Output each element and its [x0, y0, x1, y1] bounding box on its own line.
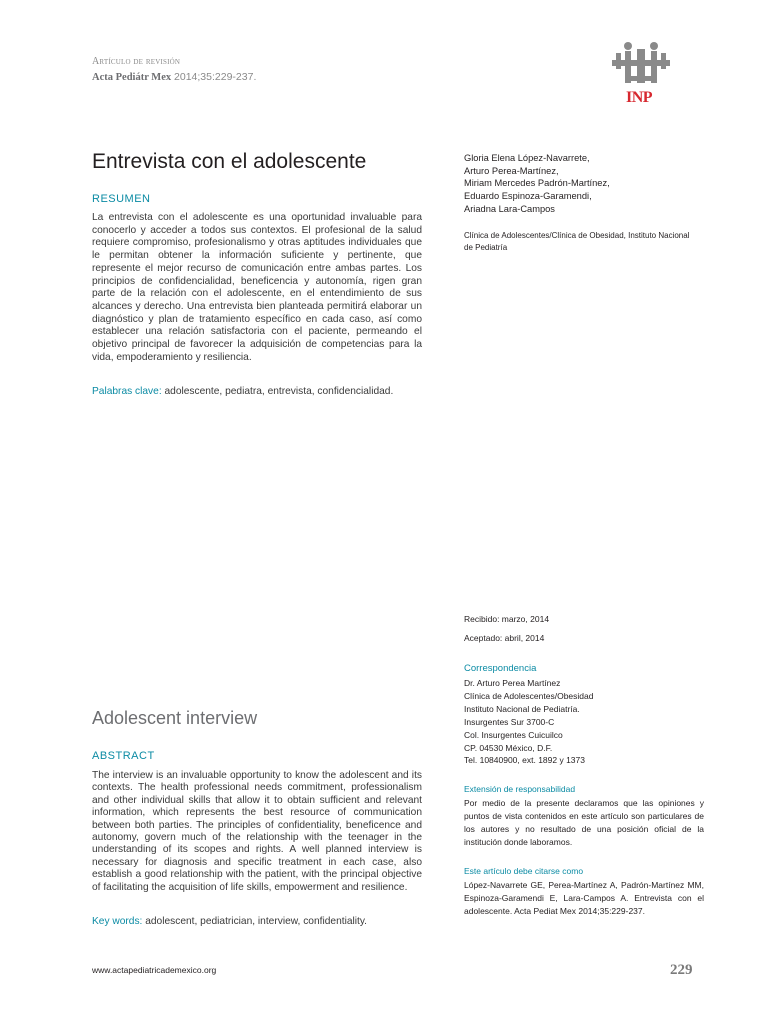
journal-citation-line [92, 71, 256, 83]
correspondence-heading: Correspondencia [464, 663, 537, 674]
author: Arturo Perea-Martínez, [464, 165, 559, 176]
journal-volume: 2014;35:229-237. [174, 71, 257, 83]
correspondence-line: Instituto Nacional de Pediatría. [464, 703, 580, 714]
responsibility-text: Por medio de la presente declaramos que las opiniones y puntos de vista contenidos en este artículo son particulares de los autores y no resultado de una posición oficial de la institución donde laboramos. [464, 798, 704, 847]
correspondence-line: Clínica de Adolescentes/Obesidad [464, 690, 594, 701]
keywords-es [92, 386, 432, 397]
responsibility-heading: Extensión de responsabilidad [464, 784, 576, 794]
article-title-es: Entrevista con el adolescente [92, 150, 367, 173]
author: Ariadna Lara-Campos [464, 203, 555, 214]
citation-heading: Este artículo debe citarse como [464, 866, 584, 876]
affiliation: Clínica de Adolescentes/Clínica de Obesidad, Instituto Nacional de Pediatría [464, 231, 690, 252]
journal-name: Acta Pediátr Mex [92, 72, 172, 83]
citation-text: López-Navarrete GE, Perea-Martínez A, Padrón-Martínez MM, Espinoza-Garamendi E, Lara-Campos A. Entrevista con el adolescente. Acta Pediat Mex 2014;35:229-237. [464, 880, 704, 916]
article-title-en: Adolescent interview [92, 708, 258, 728]
keywords-es-label: Palabras clave: [92, 386, 162, 397]
page-number: 229 [670, 962, 693, 978]
author: Eduardo Espinoza-Garamendi, [464, 191, 592, 202]
correspondence-line: Tel. 10840900, ext. 1892 y 1373 [464, 755, 585, 766]
correspondence-line: Col. Insurgentes Cuicuilco [464, 729, 563, 740]
correspondence-line: Dr. Arturo Perea Martínez [464, 678, 561, 688]
correspondence-line: CP. 04530 México, D.F. [464, 742, 553, 753]
author: Miriam Mercedes Padrón-Martínez, [464, 178, 610, 189]
abstract-en: The interview is an invaluable opportunity to know the adolescent and its contexts. The health professional needs commitment, professionalism and other individual skills that allow it to obtain sufficient and relevant information, which represents the best resource of communication between both parties. The principles of confidentiality, beneficence and autonomy, govern much of the relationship with the teenager in the understanding of its scopes and rights. A well planned interview is necessary for diagnosis and specific treatment in each case, also establish a good relationship with the patient, with the principal objective of facilitating the acquisition of life skills, empowerment and resilience. [92, 770, 422, 893]
logo-text: INP [626, 89, 653, 106]
resumen-heading: RESUMEN [92, 193, 151, 205]
correspondence-line: Insurgentes Sur 3700-C [464, 716, 555, 727]
keywords-es-text: adolescente, pediatra, entrevista, confidencialidad. [161, 386, 394, 397]
abstract-heading: ABSTRACT [92, 750, 155, 762]
keywords-en [92, 916, 432, 927]
abstract-es: La entrevista con el adolescente es una oportunidad invaluable para conocerlo y acceder a todos sus contextos. El profesional de la salud requiere compromiso, profesionalismo y otras aptitudes individuales que le permitan obtener la información suficiente y pertinente, que represente el mejor recurso de comunicación entre ambas partes. Los principios de confidencialidad, beneficencia y autonomía, rigen gran parte de la relación con el adolescente, en el entendimiento de sus alcances y derecho. Una entrevista bien planteada permitirá elaborar un diagnóstico y plan de tratamiento específico en cada caso, así como establecer una relación satisfactoria con el paciente, permeando el objetivo principal de favorecer la adquisición de competencias para la vida, empoderamiento y resiliencia. [92, 212, 422, 363]
footer-url: www.actapediatricademexico.org [92, 965, 217, 975]
keywords-en-label: Key words: [92, 916, 143, 927]
accepted-date: Aceptado: abril, 2014 [464, 633, 545, 643]
author: Gloria Elena López-Navarrete, [464, 153, 590, 163]
correspondence-address [464, 677, 593, 767]
article-type: Artículo de revisión [92, 56, 181, 67]
received-date: Recibido: marzo, 2014 [464, 614, 550, 624]
keywords-en-text: adolescent, pediatrician, interview, confidentiality. [142, 916, 368, 927]
authors-list [464, 152, 610, 216]
